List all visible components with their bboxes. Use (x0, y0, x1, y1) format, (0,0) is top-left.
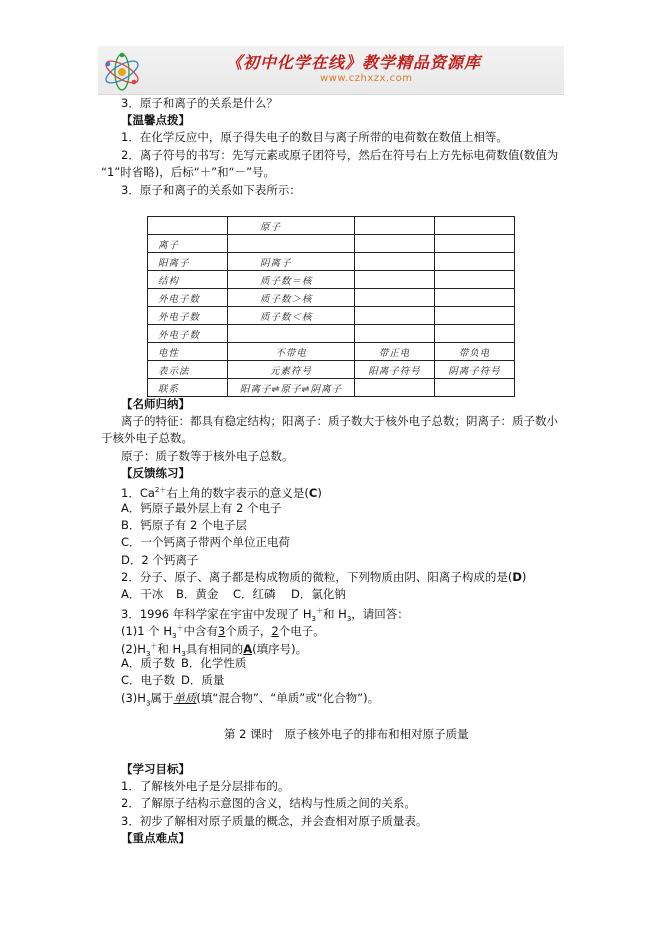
q1-answer: C (308, 485, 318, 500)
q3-1-b: 中含有 (183, 623, 219, 638)
table-cell: 结构 (148, 271, 228, 289)
q3-3-answer: 单质 (173, 691, 197, 705)
summary-line-3: 原子：质子数等于核外电子总数。 (121, 449, 294, 463)
table-cell (355, 235, 435, 253)
table-cell (435, 217, 515, 235)
q3-2-c: 具有相同的 (185, 641, 244, 656)
table-cell (355, 379, 435, 397)
table-cell: 阳离子⇌原子⇌阴离子 (228, 379, 355, 397)
tip-1: 1．在化学反应中，原子得失电子的数目与离子所带的电荷数在数值上相等。 (121, 130, 508, 144)
q3-option-a: A．质子数 (121, 656, 175, 670)
q3-1-a: (1)1 个 H (121, 623, 173, 638)
table-row (148, 325, 515, 343)
question-1 (121, 483, 322, 501)
q3-2-a: (2)H (121, 641, 146, 656)
q3-2-d: (填序号)。 (252, 641, 308, 656)
table-row (148, 253, 515, 271)
table-cell (148, 217, 228, 235)
table-cell (355, 253, 435, 271)
question-3-line: 3．原子和离子的关系是什么？ (121, 96, 278, 110)
table-cell (355, 289, 435, 307)
table-cell (355, 217, 435, 235)
q2-option-b: B．黄金 (176, 587, 219, 601)
q1-end: ) (317, 485, 322, 500)
table-cell: 质子数＝核 (228, 271, 355, 289)
q3-3-a: (3)H (121, 691, 146, 705)
table-row (148, 361, 515, 379)
banner-title: 《初中化学在线》教学精品资源库 (226, 53, 482, 72)
q3-3-c: (填“混合物”、“单质”或“化合物”)。 (196, 691, 380, 705)
table-row (148, 307, 515, 325)
q3-2-sup: ＋ (150, 642, 158, 650)
q1-prefix: 1．Ca (121, 485, 155, 500)
tips-heading: 【温馨点拨】 (121, 113, 190, 127)
table-cell: 阳离子 (148, 253, 228, 271)
table-cell: 外电子数 (148, 307, 228, 325)
summary-line-2: 于核外电子总数。 (101, 431, 193, 445)
q3-2-sub2: 3 (181, 650, 186, 659)
table-cell: 质子数＜核 (228, 307, 355, 325)
table-row (148, 235, 515, 253)
q3-3-b: 属于 (150, 691, 174, 705)
table-cell (435, 289, 515, 307)
q2-answer: D (512, 570, 522, 584)
table-cell: 联系 (148, 379, 228, 397)
table-cell: 带正电 (355, 343, 435, 361)
table-cell (355, 325, 435, 343)
q3-sub2: 3 (346, 615, 352, 624)
goal-3: 3．初步了解相对原子质量的概念，并会查相对原子质量表。 (121, 814, 428, 828)
table-cell (228, 235, 355, 253)
tip-2-cont: “1”时省略)，后标“＋”和“－”号。 (101, 165, 276, 179)
tip-2: 2．离子符号的书写：先写元素或原子团符号，然后在符号右上方先标电荷数值(数值为 (121, 148, 559, 162)
practice-heading: 【反馈练习】 (121, 466, 190, 480)
summary-line-1: 离子的特征：都具有稳定结构；阳离子：质子数大于核外电子总数；阴离子：质子数小 (121, 414, 558, 428)
q1-sup: 2＋ (154, 486, 167, 494)
key-points-heading: 【重点难点】 (121, 831, 190, 845)
q1-option-c: C．一个钙离子带两个单位正电荷 (121, 535, 291, 549)
q1-option-a: A．钙原子最外层上有 2 个电子 (121, 501, 282, 515)
table-cell: 阴离子 (228, 253, 355, 271)
table-row (148, 217, 515, 235)
goals-heading: 【学习目标】 (121, 762, 190, 776)
question-2 (121, 570, 526, 585)
q2-text: 2．分子、原子、离子都是构成物质的微粒，下列物质由阴、阳离子构成的是( (121, 570, 513, 584)
q3-3-sub: 3 (145, 699, 151, 708)
table-cell: 原子 (228, 217, 355, 235)
q3-line1: 3．1996 年科学家在宇宙中发现了 H (121, 606, 312, 621)
q3-option-b: B．化学性质 (181, 656, 247, 670)
goal-1: 1．了解核外电子是分层排布的。 (121, 779, 290, 793)
table-cell: 电性 (148, 343, 228, 361)
q3-2-answer: A (243, 641, 253, 656)
q3-sub: 3 (311, 615, 317, 624)
table-row (148, 271, 515, 289)
atom-molecule-icon (100, 46, 144, 94)
table-cell (355, 307, 435, 325)
table-cell: 阴离子符号 (435, 361, 515, 379)
table-cell (435, 235, 515, 253)
q3-2-b: 和 H (157, 641, 182, 656)
table-cell: 外电子数 (148, 289, 228, 307)
table-cell: 表示法 (148, 361, 228, 379)
atom-ion-table (147, 216, 515, 397)
table-cell: 质子数＞核 (228, 289, 355, 307)
table-cell: 阳离子符号 (355, 361, 435, 379)
table-row (148, 289, 515, 307)
banner-url[interactable]: www.czhxzx.com (320, 73, 413, 84)
table-cell (435, 325, 515, 343)
table-cell (435, 253, 515, 271)
table-cell (228, 325, 355, 343)
table-row (148, 343, 515, 361)
q3-option-c: C．电子数 (121, 673, 176, 687)
q2-option-c: C．红磷 (233, 587, 276, 601)
tip-3: 3．原子和离子的关系如下表所示： (121, 183, 301, 197)
q1-option-d: D．2 个钙离子 (121, 553, 199, 567)
table-cell: 元素符号 (228, 361, 355, 379)
q3-line1-mid: 和 H (323, 606, 347, 621)
table-cell: 离子 (148, 235, 228, 253)
q3-1-c: 个质子， (225, 623, 272, 638)
q3-option-d: D．质量 (181, 673, 225, 687)
q1-mid: 右上角的数字表示的意义是( (166, 485, 309, 500)
q3-1-answer-electrons: 2 (271, 623, 279, 638)
q3-line1-end: ，请回答： (351, 606, 409, 621)
q3-1-answer-protons: 3 (218, 623, 226, 638)
table-cell (435, 307, 515, 325)
table-row (148, 379, 515, 397)
q2-end: ) (521, 570, 527, 584)
q3-2-sub: 3 (145, 650, 151, 659)
table-cell: 带负电 (435, 343, 515, 361)
table-cell: 不带电 (228, 343, 355, 361)
q3-1-sub: 3 (172, 632, 177, 641)
goal-2: 2．了解原子结构示意图的含义，结构与性质之间的关系。 (121, 796, 416, 810)
summary-heading: 【名师归纳】 (121, 397, 190, 411)
table-cell (435, 379, 515, 397)
q2-option-a: A．干冰 (121, 587, 164, 601)
q3-1-d: 个电子。 (278, 623, 325, 638)
lesson-2-title: 第 2 课时 原子核外电子的排布和相对原子质量 (224, 727, 469, 741)
header-banner (98, 46, 564, 95)
table-cell: 外电子数 (148, 325, 228, 343)
q3-1-sup: ＋ (176, 624, 184, 632)
q3-sup: ＋ (316, 607, 324, 615)
table-cell (435, 271, 515, 289)
q2-option-d: D．氯化钠 (291, 587, 346, 601)
q3-part-3 (121, 691, 379, 711)
q1-option-b: B．钙原子有 2 个电子层 (121, 518, 248, 532)
table-cell (355, 271, 435, 289)
